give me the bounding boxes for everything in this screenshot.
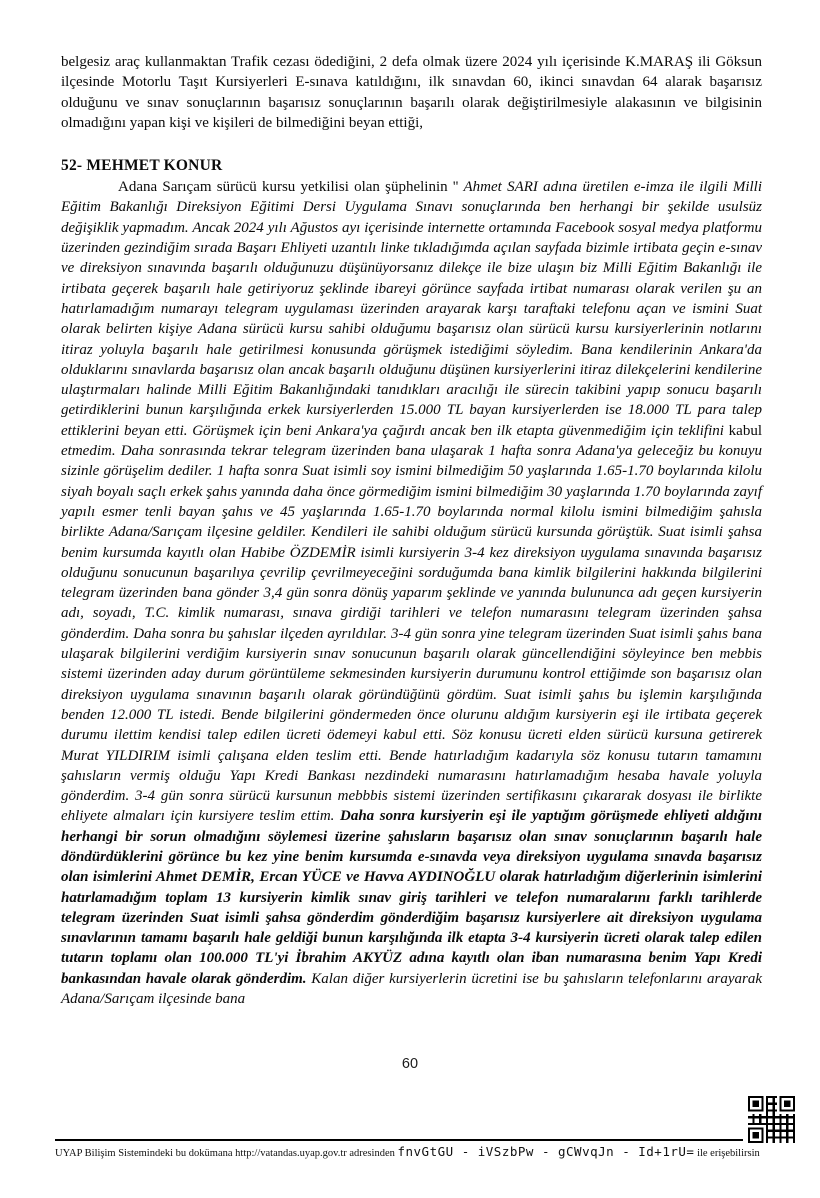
footer-access-line xyxy=(55,1144,800,1159)
qr-finder-top-left xyxy=(748,1096,764,1112)
qr-code-icon xyxy=(748,1096,795,1143)
testimony-tail: Kalan diğer kursiyerlerin ücretini ise bu şahısların telefonlarını arayarak Adana/Sarıçam ilçesinde bana xyxy=(61,970,762,1008)
intro-paragraph: belgesiz araç kullanmaktan Trafik cezası ödediğini, 2 defa olmak üzere 2024 yılı içerisinde K.MARAŞ ili Göksun ilçesinde Motorlu Taşıt Kursiyerleri E-sınava katıldığını, ilk sınavdan 60, ikinci sınavdan 64 alarak başarısız olduğunu ve sınav sonuçlarının başarısız sonuçlarının başarılı olarak değiştirilmesiyle alakasının ve bilgisinin olmadığını yapan kişi ve kişileri de bilmediğini beyan ettiği, xyxy=(61,54,762,131)
footer-access-suffix: ile erişebilirsin xyxy=(694,1148,760,1159)
qr-finder-bottom-left xyxy=(748,1127,764,1143)
testimony-plain-word: kabul xyxy=(728,422,762,439)
qr-finder-top-right xyxy=(779,1096,795,1112)
testimony-bold-section: Daha sonra kursiyerin eşi ile yaptığım görüşmede ehliyeti aldığını herhangi bir sorun olmadığını söylemesi üzerine şahısların başarısız olan sınav sonuçlarının başarılı hale döndürdüklerini görünce bu kez yine benim kursumda e-sınavda veya direksiyon uygulama sınavda başarısız olan isimlerini Ahmet DEMİR, Ercan YÜCE ve Havva AYDINOĞLU olarak hatırladığım diğerlerinin isimlerini hatırlamadığım toplam 13 kursiyerin kimlik sınav giriş tarihleri ve telefon numaralarını farklı tarihlerde telegram üzerinden Suat isimli şahsa gönderdim gönderdiğim başarısız kursiyerlere ait direksiyon uygulama sınavlarının tamamı başarılı hale geldiği bunun karşılığında ilk etapta 3-4 kursiyerin ücreti olarak talep edilen tutarın toplamı olan 100.000 TL'yi İbrahim AKYÜZ adına kayıtlı olan iban numarasına benim Yapı Kredi bankasından havale olarak gönderdim. xyxy=(61,808,763,987)
open-quote-mark: '' xyxy=(452,179,464,196)
section-heading: 52- MEHMET KONUR xyxy=(61,157,223,175)
document-body xyxy=(61,52,762,1009)
statement-paragraph xyxy=(61,177,762,1009)
testimony-part1: Ahmet SARI adına üretilen e-imza ile ilgili Milli Eğitim Bakanlığı Direksiyon Eğitimi Dersi Uygulama Sınavı sonuçlarında ben herhangi bir şekilde usulsüz değişiklik yapmadım. Ancak 2024 yılı Ağustos ayı içerisinde internette ortamında Facebook sosyal medya platformu üzerinden gezindiğim sırada Başarı Ehliyeti uzantılı linke tıkladığımda açılan sayfada bizimle irtibata geçin e-sınav ve direksiyon sınavında başarılı olduğunuzu düşünüyorsanız dilekçe ile bize ulaşın biz Milli Eğitim Bakanlığı ile irtibata geçerek başarılı hale getiriyoruz şeklinde ibareyi görünce sayfada irtibat numarası olarak verilen şu an hatırlamadığım numarayı telegram uygulaması üzerinden arayarak karşı taraftaki telefonu açan ve ismini Suat olarak belirten kişiye Adana sürücü kursu sahibi olduğumu başarısız olan sürücü kursu kursiyerlerinin notlarını itiraz yoluyla başarılı hale getirilmesi konusunda görüşmek istediğimi söyledim. Bana kendilerinin Ankara'da olduklarını sınavlarda başarısız olan ancak başarılı olduğunu düşünen kursiyerlerini itiraz dilekçelerini kendilerine ulaştırmaları halinde Milli Eğitim Bakanlığındaki tanıdıkları aracılığı ile sürecin takibini yapıp sonucu başarılı getirdiklerini bunun karşılığında erkek kursiyerlerden 15.000 TL bayan kursiyerlerden ise 18.000 TL para talep ettiklerini beyan etti. Görüşmek için beni Ankara'ya çağırdı ancak ben ilk etapta güvenmediğim için teklifini xyxy=(61,179,762,439)
testimony-part2: etmedim. Daha sonrasında tekrar telegram üzerinden bana ulaşarak 1 hafta sonra Adana'ya geleceğiz bu konuyu sizinle görüşelim dediler. 1 hafta sonra Suat isimli soy ismini bilmediğim 50 yaşlarında 1.65-1.70 boylarında kilolu siyah boyalı saçlı erkek şahıs yanında daha önce görmediğim ismini bilmediğim 30 yaşlarında 1.70 boylarında zayıf yapılı esmer tenli bayan şahıs ve 45 yaşlarında 1.65-1.70 boylarında normal kilolu ismini bilmediğim şahısla birlikte Adana/Sarıçam ilçesine geldiler. Kendileri ile sahibi olduğum sürücü kursunda görüştük. Suat isimli şahsa benim kursumda kayıtlı olan Habibe ÖZDEMİR isimli kursiyerin 3-4 kez direksiyon uygulama sınavında başarısız olduğunu sonucunun başarılıya çevrilip çevrilmeyeceğini sorduğumda bana kimlik bilgilerini hakkında bilgilerini telegram üzerinden bana gönder 3,4 gün sonra dönüş yaparım şeklinde ve yanında bulununca adı geçen kursiyerin adı, soyadı, T.C. kimlik numarası, sınava girdiği tarihleri ve telefon numarasını telegram üzerinden şahsa gönderdim. Daha sonra bu şahıslar ilçeden ayrıldılar. 3-4 gün sonra yine telegram üzerinden Suat isimli şahıs bana ulaşarak bilgilerini verdiğim kursiyerin sınav sonucunun başarılı olarak güncellendiğini söyleyince ben mebbis sistemi üzerinden aday durum görüntüleme sekmesinden kursiyerin durumunu kontrol ettiğimde son başarısız olan direksiyon uygulama sınavının başarılı olarak göründüğünü gördüm. Suat isimli şahıs bu işlemin karşılığında benden 12.000 TL istedi. Bende bilgilerini göndermeden önce olurunu aldığım kursiyerin eşi ile irtibata geçerek durumu ilettim kendisi talep edilen ücreti ödemeyi kabul etti. Söz konusu ücreti elden sürücü kursuna getirerek Murat YILDIRIM isimli çalışana elden teslim etti. Bende hatırladığım kadarıyla söz konusu tutarın tamamını şahısların vermiş olduğu Yapı Kredi Bankası nezdindeki numarasını hatırlamadığım hesaba havale yoluyla gönderdim. 3-4 gün sonra sürücü kursunun mebbbis sistemi üzerinden sertifikasını çıkararak dosyası ile birlikte ehliyete almaları için kursiyere teslim ettim. xyxy=(61,443,762,825)
page-number: 60 xyxy=(401,1056,419,1072)
footer-access-prefix: UYAP Bilişim Sistemindeki bu dokümana http://vatandas.uyap.gov.tr adresinden xyxy=(55,1148,398,1159)
statement-lead: Adana Sarıçam sürücü kursu yetkilisi olan şüphelinin xyxy=(118,179,453,196)
footer-access-code: fnvGtGU - iVSzbPw - gCWvqJn - Id+1rU= xyxy=(397,1144,695,1159)
footer-divider xyxy=(55,1139,743,1141)
